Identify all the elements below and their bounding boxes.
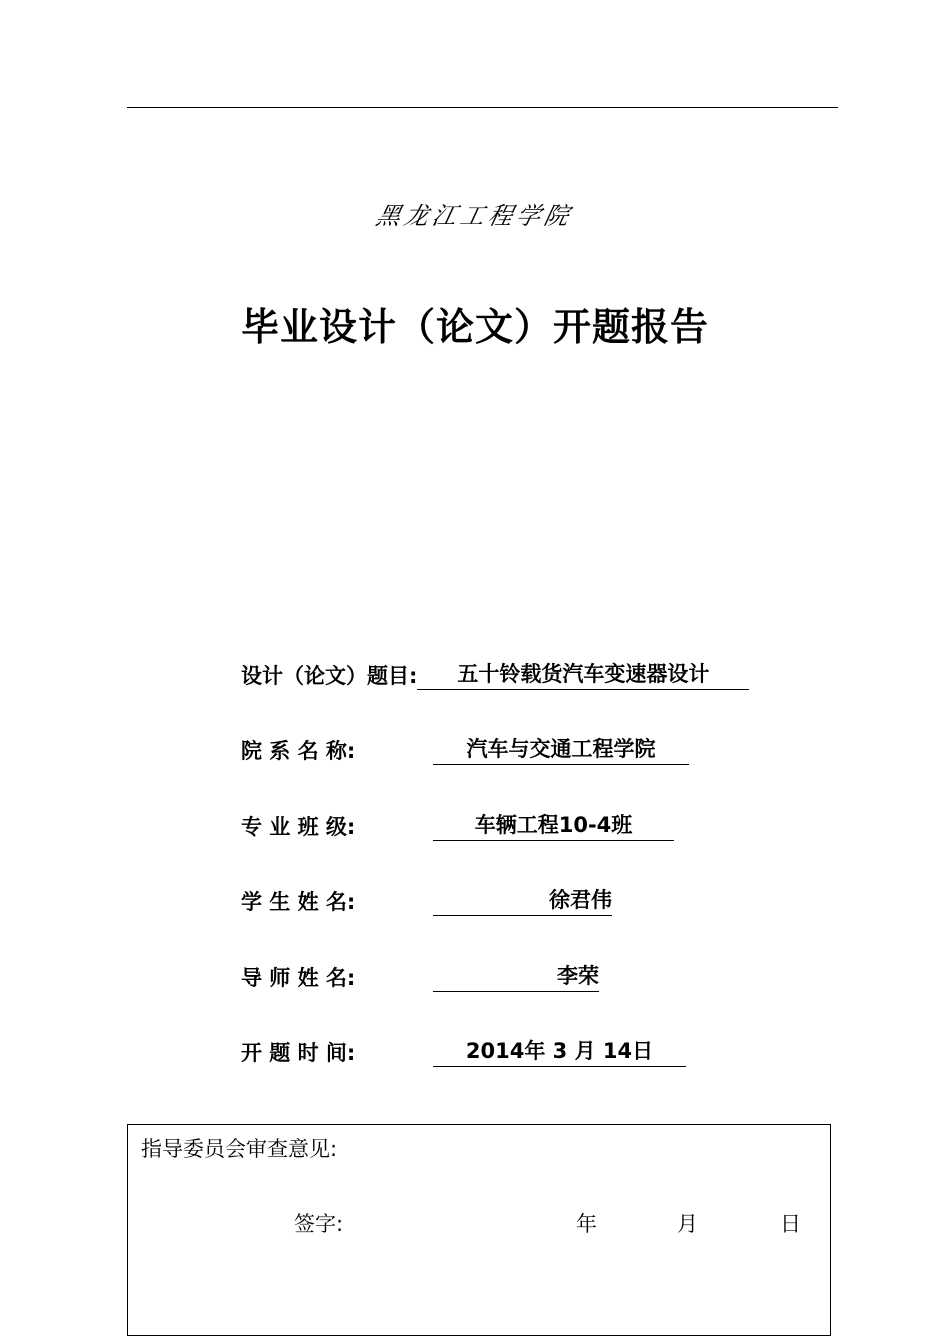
- student-row: [241, 884, 612, 914]
- class-row: [241, 809, 674, 839]
- year-label: 年: [576, 1212, 597, 1236]
- topic-label: 设计（论文）题目:: [241, 664, 418, 688]
- school-name-logo: 黑龙江工程学院: [373, 202, 576, 230]
- review-box: [127, 1124, 831, 1336]
- advisor-value: 李荣: [433, 960, 599, 992]
- month-label: 月: [677, 1212, 698, 1236]
- class-label: 专 业 班 级:: [241, 815, 356, 839]
- advisor-label: 导 师 姓 名:: [241, 966, 356, 990]
- day-label: 日: [780, 1212, 801, 1236]
- date-value: 2014年 3 月 14日: [433, 1035, 686, 1067]
- sign-label: 签字:: [294, 1212, 344, 1236]
- topic-value: 五十铃载货汽车变速器设计: [417, 658, 749, 690]
- top-rule: [127, 107, 838, 108]
- advisor-row: [241, 960, 599, 990]
- class-value: 车辆工程10-4班: [433, 809, 674, 841]
- document-title: 毕业设计（论文）开题报告: [240, 305, 709, 349]
- department-row: [241, 733, 689, 763]
- student-label: 学 生 姓 名:: [241, 890, 356, 914]
- topic-row: [241, 658, 749, 688]
- date-row: [241, 1035, 686, 1065]
- student-value: 徐君伟: [433, 884, 612, 916]
- department-value: 汽车与交通工程学院: [433, 733, 689, 765]
- department-label: 院 系 名 称:: [241, 739, 356, 763]
- date-label: 开 题 时 间:: [241, 1041, 356, 1065]
- review-label: 指导委员会审查意见:: [141, 1137, 338, 1161]
